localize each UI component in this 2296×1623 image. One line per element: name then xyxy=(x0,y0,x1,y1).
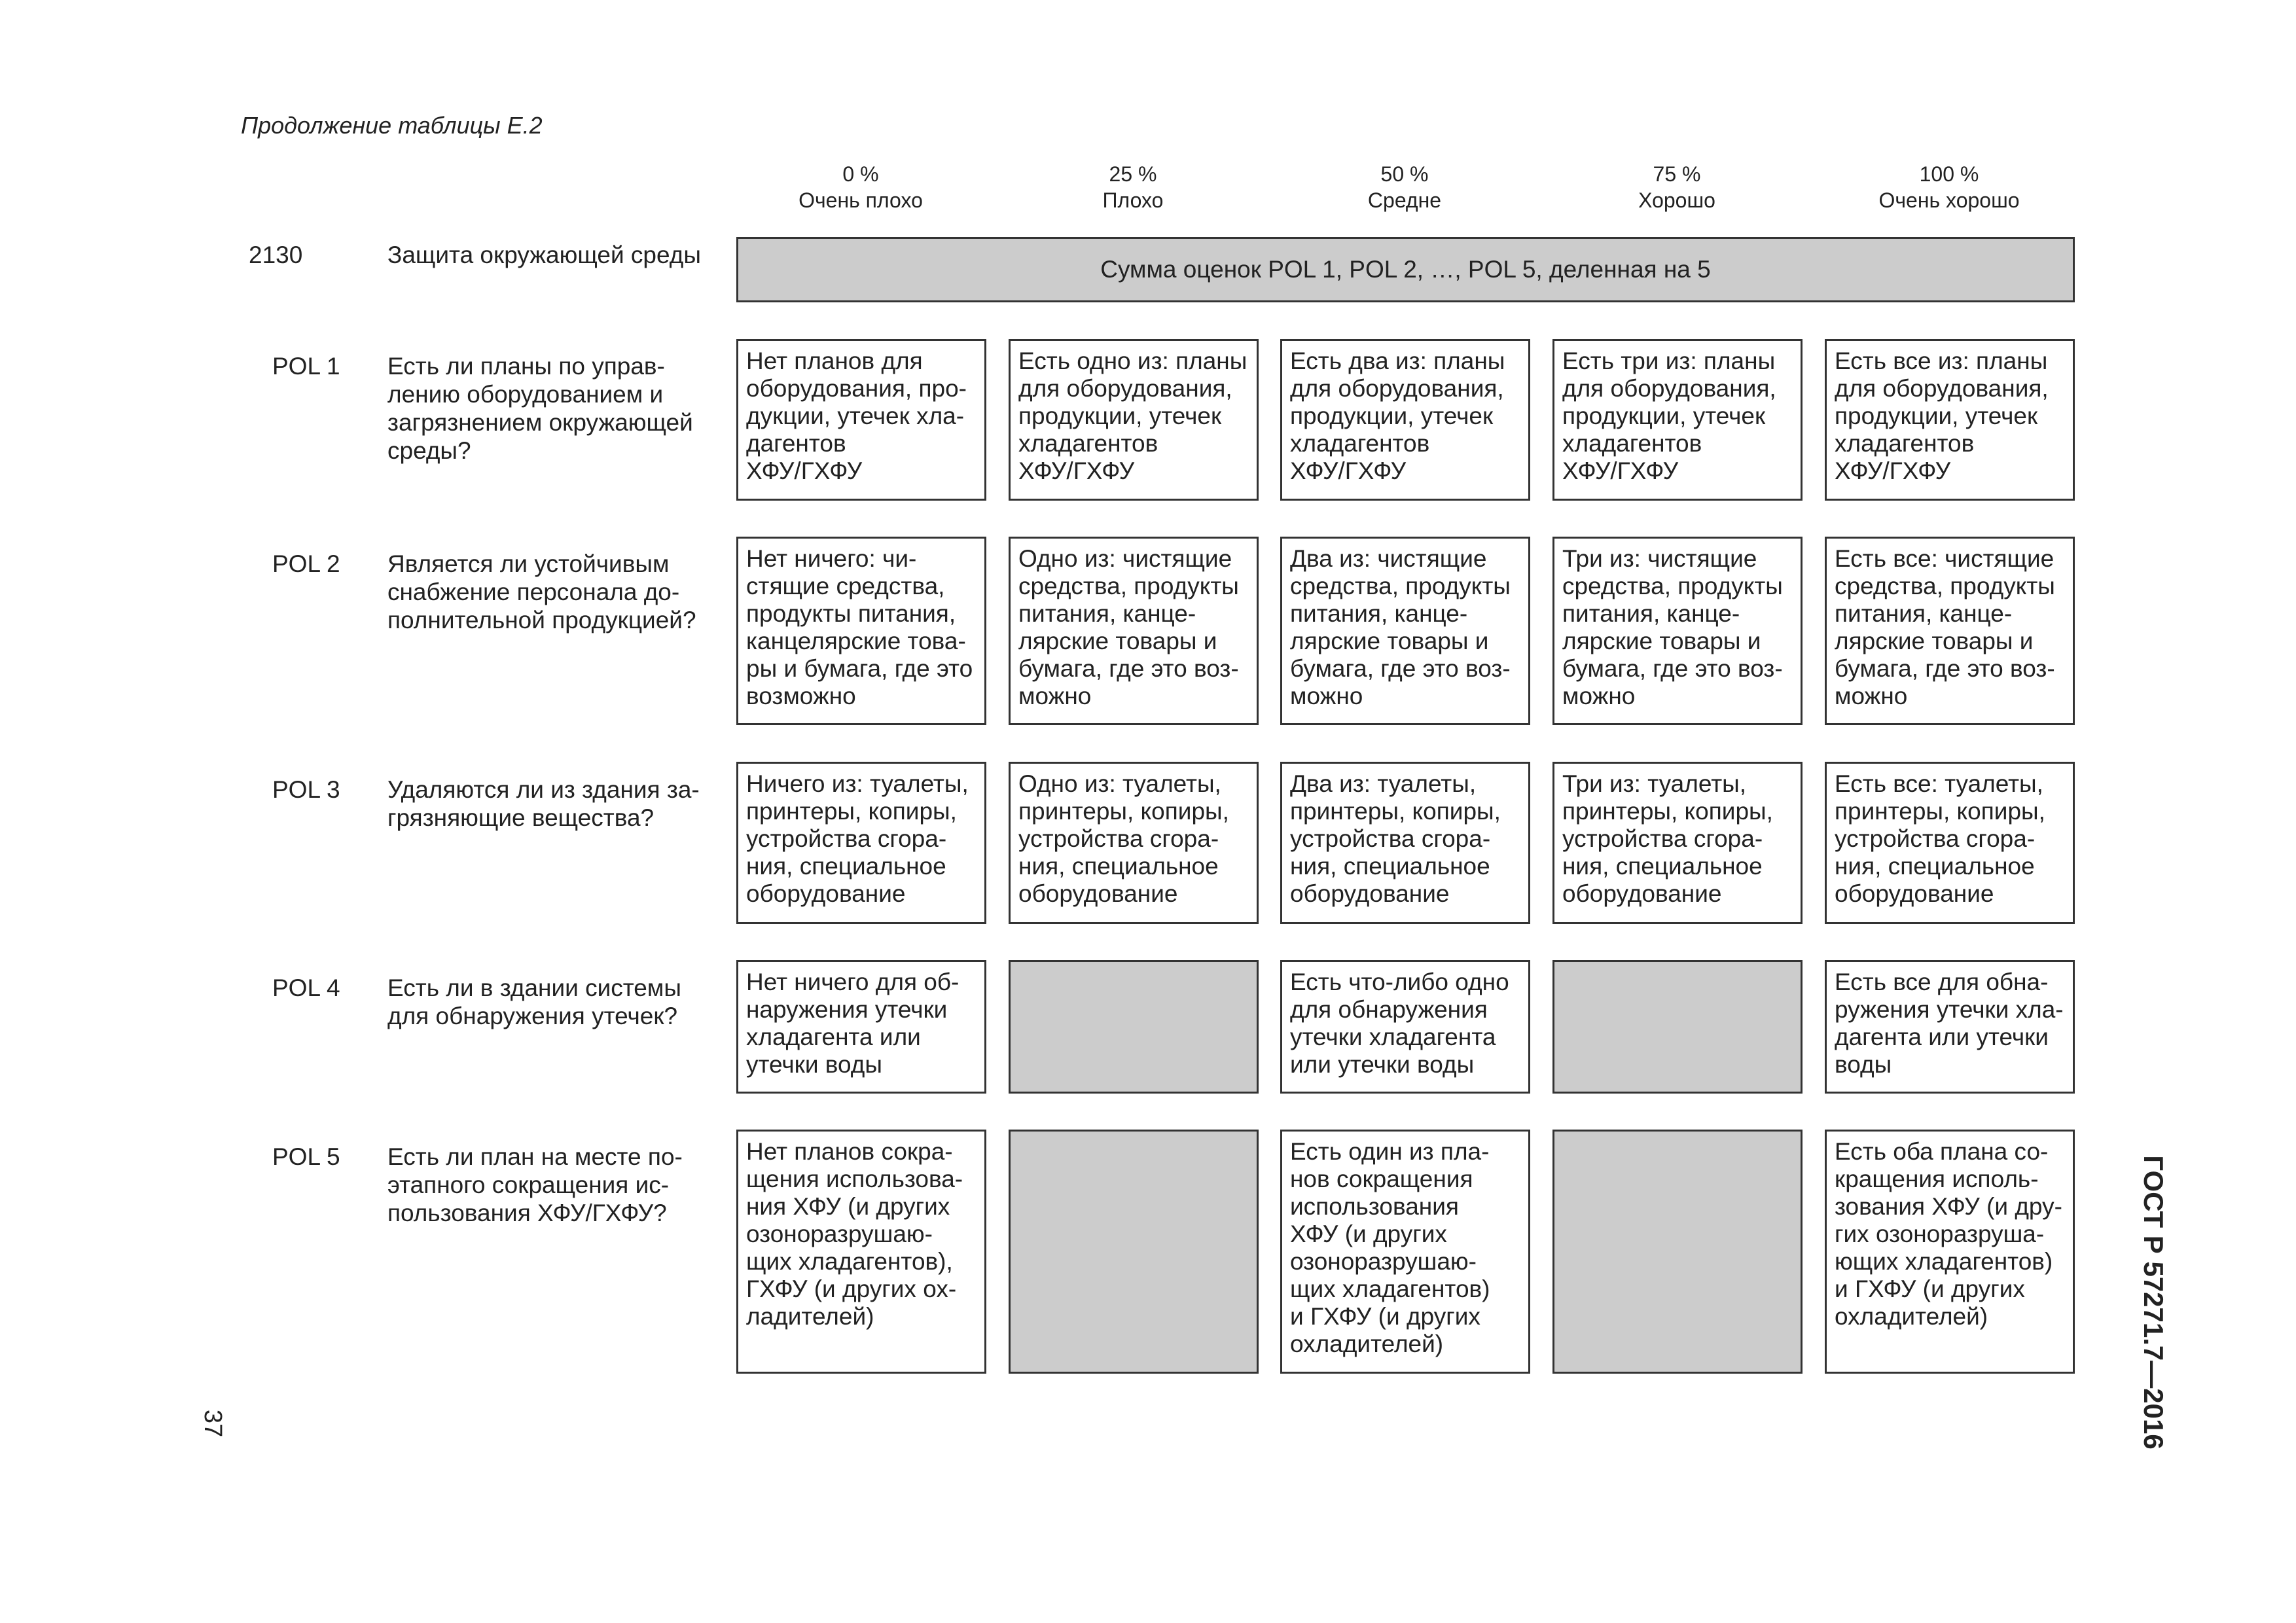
pol2-cell-100: Есть все: чистящие средства, продукты питания, канце- лярские товары и бумага, где это воз- можно xyxy=(1825,537,2075,725)
row-code-pol4: POL 4 xyxy=(272,974,340,1001)
pol1-cell-75: Есть три из: планы для оборудования, продукции, утечек хладагентов ХФУ/ГХФУ xyxy=(1552,339,1803,501)
scale-header-25 xyxy=(1009,161,1257,213)
scale-label: Очень хорошо xyxy=(1878,188,2020,212)
page-number: 37 xyxy=(199,1409,226,1438)
scale-header-75 xyxy=(1552,161,1801,213)
section-title: Защита окружающей среды xyxy=(387,241,701,268)
pol3-cell-25: Одно из: туалеты, принтеры, копиры, устройства сгора- ния, специальное оборудование xyxy=(1009,762,1259,924)
pol5-cell-75 xyxy=(1552,1130,1803,1374)
pol3-cell-100: Есть все: туалеты, принтеры, копиры, устройства сгора- ния, специальное оборудование xyxy=(1825,762,2075,924)
pol3-cell-0: Ничего из: туалеты, принтеры, копиры, устройства сгора- ния, специальное оборудование xyxy=(736,762,986,924)
pol2-cell-25: Одно из: чистящие средства, продукты питания, канце- лярские товары и бумага, где это воз- можно xyxy=(1009,537,1259,725)
pol1-cell-100: Есть все из: планы для оборудования, продукции, утечек хладагентов ХФУ/ГХФУ xyxy=(1825,339,2075,501)
pol4-cell-0: Нет ничего для об- наружения утечки хладагента или утечки воды xyxy=(736,960,986,1094)
scale-header-100 xyxy=(1825,161,2073,213)
scale-percent: 100 % xyxy=(1919,162,1979,186)
row-question-pol1: Есть ли планы по управ- лению оборудованием и загрязнением окружающей среды? xyxy=(387,353,693,464)
row-question-pol2: Является ли устойчивым снабжение персонала до- полнительной продукцией? xyxy=(387,550,696,633)
scale-label: Плохо xyxy=(1102,188,1164,212)
pol4-cell-50: Есть что-либо одно для обнаружения утечки хладагента или утечки воды xyxy=(1280,960,1530,1094)
row-code-pol2: POL 2 xyxy=(272,550,340,577)
pol2-cell-0: Нет ничего: чи- стящие средства, продукты питания, канцелярские това- ры и бумага, где это возможно xyxy=(736,537,986,725)
scale-header-0 xyxy=(736,161,985,213)
row-code-pol5: POL 5 xyxy=(272,1143,340,1170)
scale-percent: 0 % xyxy=(842,162,879,186)
row-code-pol3: POL 3 xyxy=(272,776,340,803)
pol4-cell-100: Есть все для обна- ружения утечки хла- дагента или утечки воды xyxy=(1825,960,2075,1094)
scale-percent: 25 % xyxy=(1109,162,1157,186)
pol2-cell-75: Три из: чистящие средства, продукты питания, канце- лярские товары и бумага, где это воз- можно xyxy=(1552,537,1803,725)
pol5-cell-50: Есть один из пла- нов сокращения использования ХФУ (и других озоноразрушаю- щих хладагентов) и ГХФУ (и других охладителей) xyxy=(1280,1130,1530,1374)
pol3-cell-75: Три из: туалеты, принтеры, копиры, устройства сгора- ния, специальное оборудование xyxy=(1552,762,1803,924)
row-question-pol4: Есть ли в здании системы для обнаружения утечек? xyxy=(387,974,681,1029)
row-code-pol1: POL 1 xyxy=(272,353,340,380)
row-question-pol3: Удаляются ли из здания за- грязняющие вещества? xyxy=(387,776,700,831)
scale-header-50 xyxy=(1280,161,1529,213)
pol3-cell-50: Два из: туалеты, принтеры, копиры, устройства сгора- ния, специальное оборудование xyxy=(1280,762,1530,924)
scale-percent: 75 % xyxy=(1653,162,1701,186)
standard-designation: ГОСТ Р 57271.7—2016 xyxy=(2138,1155,2169,1450)
pol1-cell-50: Есть два из: планы для оборудования, продукции, утечек хладагентов ХФУ/ГХФУ xyxy=(1280,339,1530,501)
scale-label: Очень плохо xyxy=(798,188,923,212)
pol1-cell-0: Нет планов для оборудования, про- дукции, утечек хла- дагентов ХФУ/ГХФУ xyxy=(736,339,986,501)
scale-label: Хорошо xyxy=(1638,188,1715,212)
row-question-pol5: Есть ли план на месте по- этапного сокращения ис- пользования ХФУ/ГХФУ? xyxy=(387,1143,683,1226)
pol1-cell-25: Есть одно из: планы для оборудования, продукции, утечек хладагентов ХФУ/ГХФУ xyxy=(1009,339,1259,501)
pol5-cell-0: Нет планов сокра- щения использова- ния ХФУ (и других озоноразрушаю- щих хладагентов), ГХФУ (и других ох- ладителей) xyxy=(736,1130,986,1374)
table-caption: Продолжение таблицы Е.2 xyxy=(241,112,543,139)
pol2-cell-50: Два из: чистящие средства, продукты питания, канце- лярские товары и бумага, где это воз- можно xyxy=(1280,537,1530,725)
pol4-cell-25 xyxy=(1009,960,1259,1094)
scale-label: Средне xyxy=(1367,188,1442,212)
section-code: 2130 xyxy=(249,241,303,268)
summary-bar: Сумма оценок POL 1, POL 2, …, POL 5, деленная на 5 xyxy=(736,237,2075,302)
pol5-cell-100: Есть оба плана со- кращения исполь- зования ХФУ (и дру- гих озоноразруша- ющих хладагентов) и ГХФУ (и других охладителей) xyxy=(1825,1130,2075,1374)
pol5-cell-25 xyxy=(1009,1130,1259,1374)
scale-percent: 50 % xyxy=(1380,162,1429,186)
pol4-cell-75 xyxy=(1552,960,1803,1094)
